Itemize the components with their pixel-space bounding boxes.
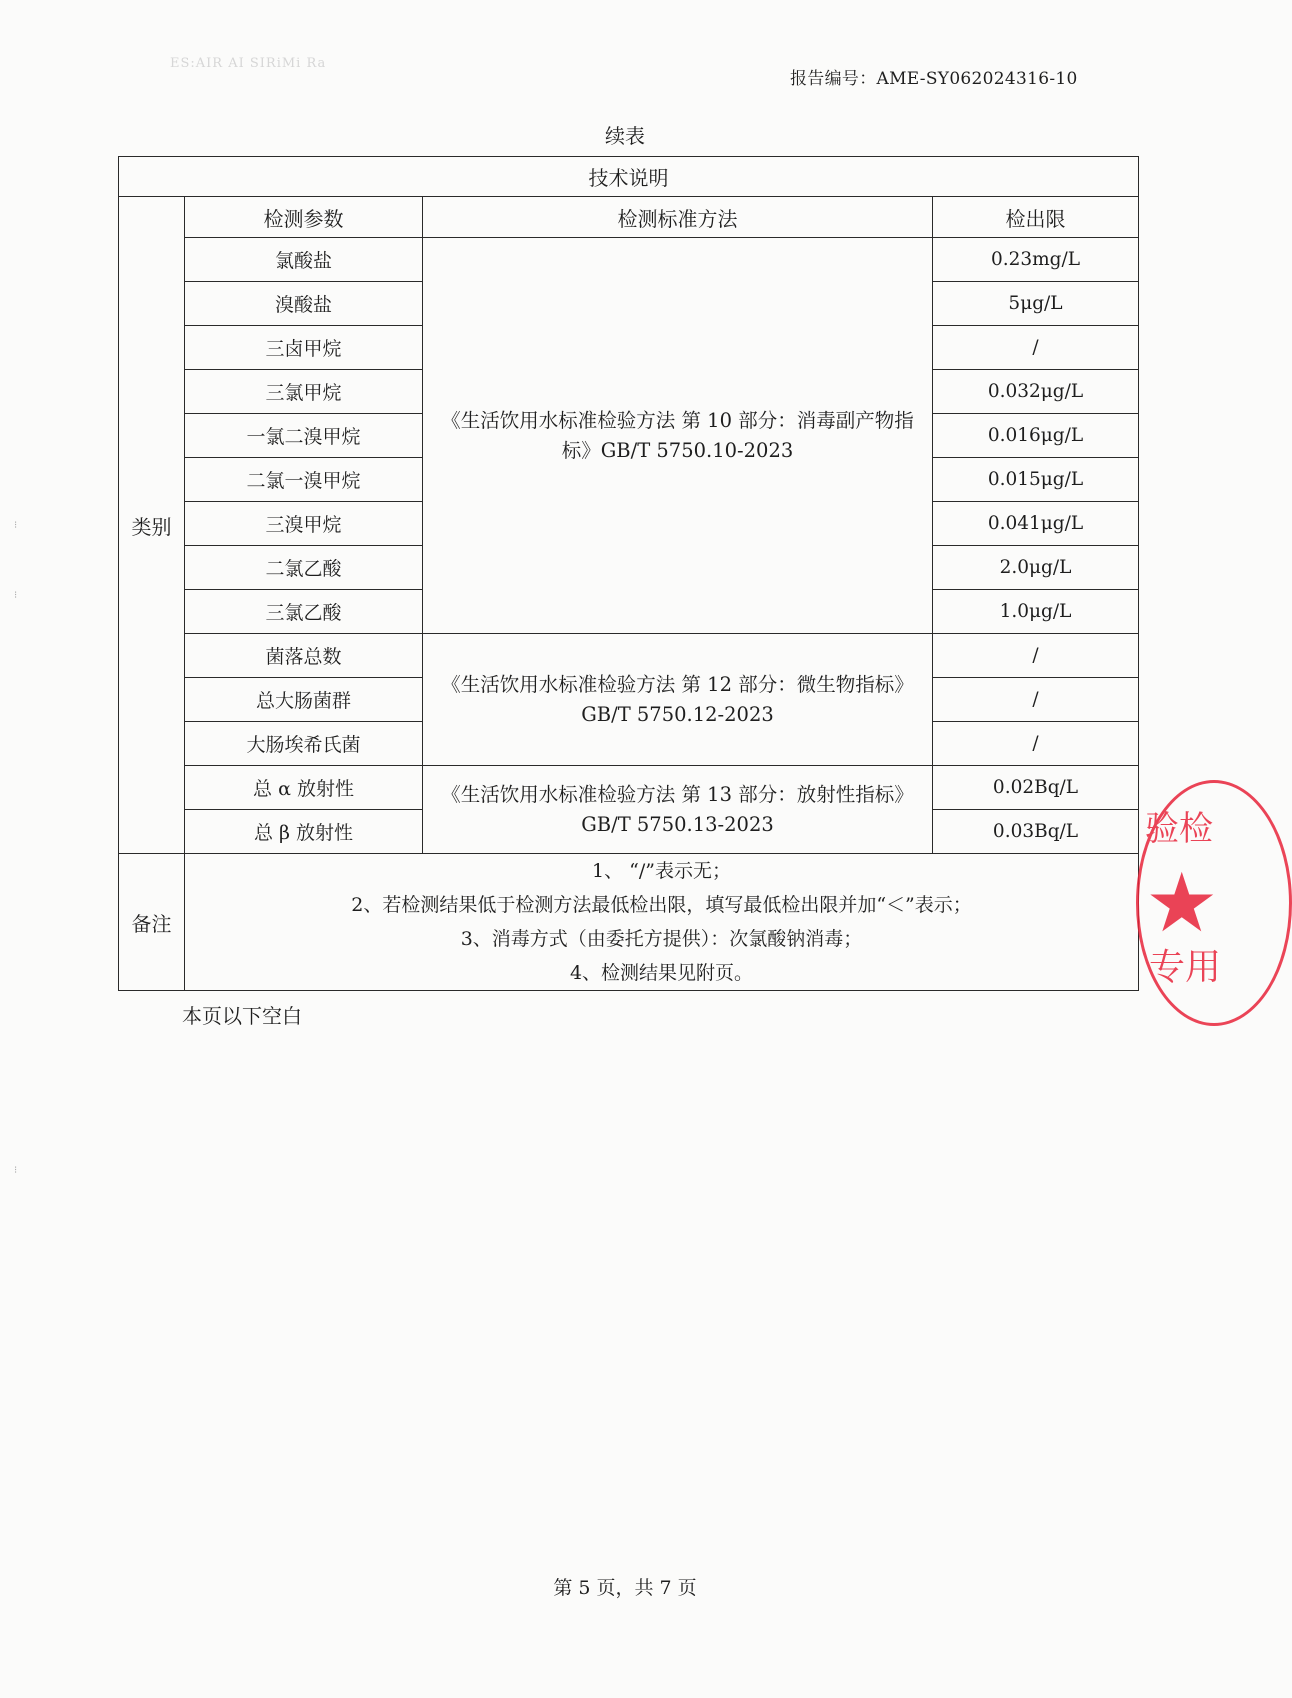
binding-hole-mark: ⁝ xyxy=(14,1165,18,1176)
limit-cell: / xyxy=(933,326,1139,370)
limit-cell: 0.041μg/L xyxy=(933,502,1139,546)
remark-item: 4、检测结果见附页。 xyxy=(569,962,754,984)
page-footer: 第 5 页，共 7 页 xyxy=(553,1577,697,1599)
remark-item: 2、若检测结果低于检测方法最低检出限，填写最低检出限并加“＜”表示； xyxy=(351,894,972,916)
limit-cell: 1.0μg/L xyxy=(933,590,1139,634)
table-row xyxy=(119,238,1139,282)
parameter-cell: 三氯乙酸 xyxy=(185,590,423,634)
remarks-label: 备注 xyxy=(119,854,185,991)
category-header: 类别 xyxy=(119,197,185,854)
parameter-cell: 三氯甲烷 xyxy=(185,370,423,414)
stamp-top-text: 验检 xyxy=(1145,809,1213,849)
limit-cell: 2.0μg/L xyxy=(933,546,1139,590)
table-title: 技术说明 xyxy=(119,157,1139,197)
parameter-cell: 三卤甲烷 xyxy=(185,326,423,370)
parameter-cell: 总 α 放射性 xyxy=(185,766,423,810)
continuation-title: 续表 xyxy=(605,124,645,148)
method-cell: 《生活饮用水标准检验方法 第 13 部分：放射性指标》GB/T 5750.13-2023 xyxy=(423,766,933,854)
limit-header: 检出限 xyxy=(933,197,1139,238)
blank-below-note: 本页以下空白 xyxy=(182,1004,302,1028)
stamp-bottom-text: 专用 xyxy=(1149,947,1222,988)
remarks-row xyxy=(119,854,1139,991)
parameter-cell: 总 β 放射性 xyxy=(185,810,423,854)
limit-cell: / xyxy=(933,634,1139,678)
limit-cell: 0.032μg/L xyxy=(933,370,1139,414)
binding-hole-mark: ⁝ xyxy=(14,590,18,601)
limit-cell: 5μg/L xyxy=(933,282,1139,326)
parameter-cell: 二氯乙酸 xyxy=(185,546,423,590)
parameter-cell: 大肠埃希氏菌 xyxy=(185,722,423,766)
remarks-list xyxy=(185,854,1139,991)
report-number: 报告编号：AME-SY062024316-10 xyxy=(790,69,1078,89)
limit-cell: 0.02Bq/L xyxy=(933,766,1139,810)
remark-item: 3、消毒方式（由委托方提供）：次氯酸钠消毒； xyxy=(460,928,863,950)
parameter-cell: 溴酸盐 xyxy=(185,282,423,326)
parameter-header: 检测参数 xyxy=(185,197,423,238)
table-row xyxy=(119,634,1139,678)
method-header: 检测标准方法 xyxy=(423,197,933,238)
star-icon: ★ xyxy=(1145,856,1219,951)
method-cell: 《生活饮用水标准检验方法 第 10 部分：消毒副产物指标》GB/T 5750.10-2023 xyxy=(423,238,933,634)
parameter-cell: 菌落总数 xyxy=(185,634,423,678)
technical-spec-table xyxy=(118,156,1139,991)
parameter-cell: 三溴甲烷 xyxy=(185,502,423,546)
limit-cell: / xyxy=(933,722,1139,766)
binding-hole-mark: ⁝ xyxy=(14,520,18,531)
remark-item: 1、 “/”表示无； xyxy=(592,860,731,882)
method-cell: 《生活饮用水标准检验方法 第 12 部分：微生物指标》GB/T 5750.12-2023 xyxy=(423,634,933,766)
parameter-cell: 氯酸盐 xyxy=(185,238,423,282)
faint-header-text: ES:AIR AI SIRiMi Ra xyxy=(170,56,327,71)
parameter-cell: 一氯二溴甲烷 xyxy=(185,414,423,458)
limit-cell: 0.23mg/L xyxy=(933,238,1139,282)
parameter-cell: 总大肠菌群 xyxy=(185,678,423,722)
limit-cell: / xyxy=(933,678,1139,722)
parameter-cell: 二氯一溴甲烷 xyxy=(185,458,423,502)
limit-cell: 0.015μg/L xyxy=(933,458,1139,502)
limit-cell: 0.016μg/L xyxy=(933,414,1139,458)
table-row xyxy=(119,766,1139,810)
inspection-seal-stamp xyxy=(1136,780,1292,1026)
limit-cell: 0.03Bq/L xyxy=(933,810,1139,854)
